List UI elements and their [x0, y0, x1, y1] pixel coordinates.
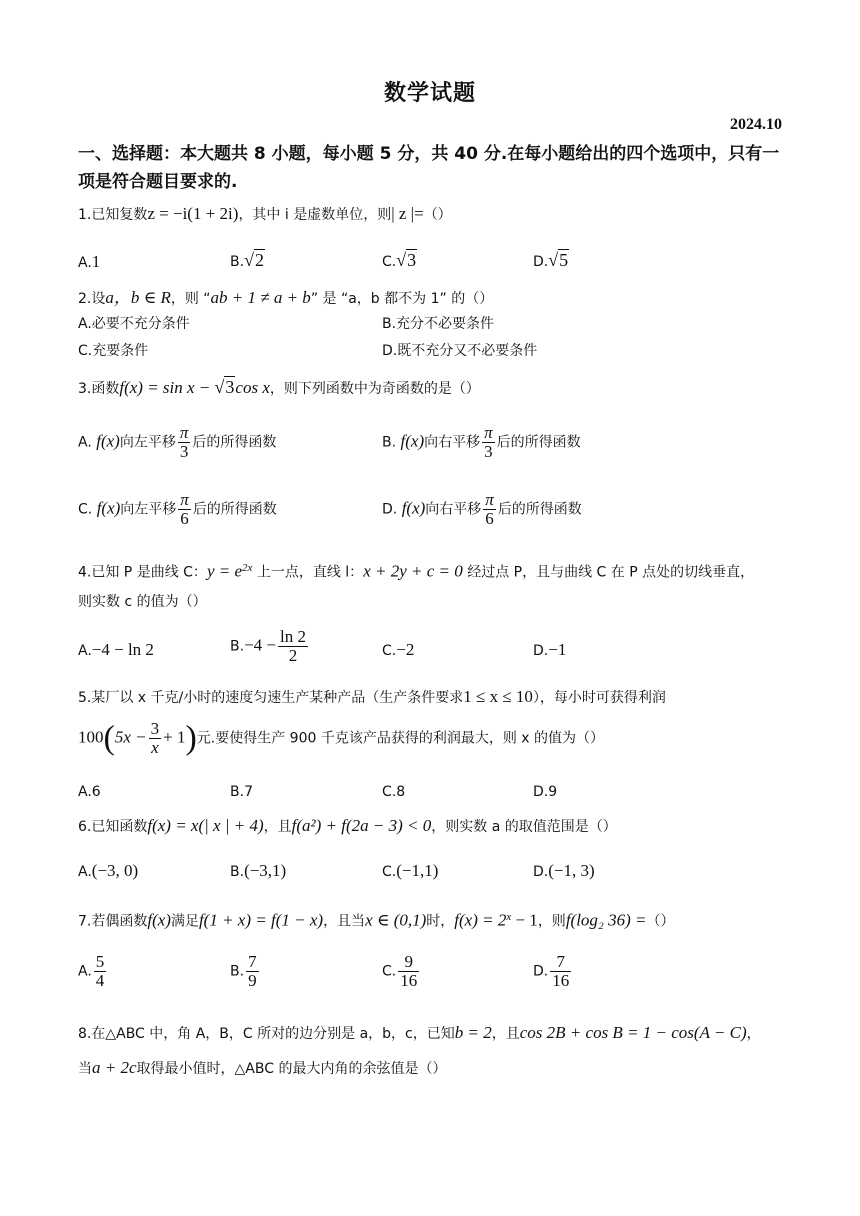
question-3: 3.函数f(x) = sin x − √3cos x，则下列函数中为奇函数的是（）: [78, 377, 480, 397]
q3-option-d[interactable]: D. f(x)向右平移 $\frac{\pi}{6}$ 后的所得函数: [382, 490, 582, 528]
q5-option-b[interactable]: B.7: [230, 784, 253, 800]
question-8-line2: 当a + 2c取得最小值时，△ABC 的最大内角的余弦值是（）: [78, 1058, 447, 1077]
q7-option-c[interactable]: C. $\frac{9}{16}$: [382, 952, 418, 990]
q1-option-c[interactable]: C.√3: [382, 250, 417, 270]
q1-option-a[interactable]: A.1: [78, 252, 101, 271]
q2-option-a[interactable]: A.必要不充分条件: [78, 316, 190, 332]
q7-option-a[interactable]: A. $\frac{5}{4}$: [78, 952, 105, 990]
q6-option-a[interactable]: A.(−3, 0): [78, 861, 139, 880]
q3-option-b[interactable]: B. f(x)向右平移 $\frac{\pi}{3}$ 后的所得函数: [382, 423, 581, 461]
q6-option-d[interactable]: D.(−1, 3): [533, 861, 595, 880]
q4-option-a[interactable]: A.−4 − ln 2: [78, 640, 154, 659]
exam-date: 2024.10: [730, 116, 782, 133]
q3-option-c[interactable]: C. f(x)向左平移 $\frac{\pi}{6}$ 后的所得函数: [78, 490, 277, 528]
q2-option-d[interactable]: D.既不充分又不必要条件: [382, 343, 538, 359]
q6-option-b[interactable]: B.(−3,1): [230, 861, 287, 880]
q5-option-c[interactable]: C.8: [382, 784, 406, 800]
q7-option-b[interactable]: B. $\frac{7}{9}$: [230, 952, 257, 990]
q5-option-d[interactable]: D.9: [533, 784, 558, 800]
q7-option-d[interactable]: D. $\frac{7}{16}$: [533, 952, 570, 990]
q1-option-d[interactable]: D.√5: [533, 250, 569, 270]
question-2: 2.设a，b ∈ R，则 “ab + 1 ≠ a + b” 是 “a，b 都不为 1” 的（）: [78, 288, 494, 307]
q2-option-b[interactable]: B.充分不必要条件: [382, 316, 495, 332]
question-7: 7.若偶函数f(x)满足f(1 + x) = f(1 − x)，且当x ∈ (0,1)时，$f(x) = 2^x - 1$，则f(log₂ 36) =（）: [78, 910, 675, 930]
question-6: 6.已知函数f(x) = x(| x | + 4)，且f(a²) + f(2a − 3) < 0，则实数 a 的取值范围是（）: [78, 816, 617, 835]
q1-option-b[interactable]: B.√2: [230, 250, 264, 270]
question-5-line2: 100(5x − $\frac{3}{x}$ + 1)元.要使得生产 900 千克该产品获得的利润最大，则 x 的值为（）: [78, 719, 605, 757]
question-4-line2: 则实数 c 的值为（）: [78, 594, 207, 610]
q3-option-a[interactable]: A. f(x)向左平移 $\frac{\pi}{3}$ 后的所得函数: [78, 423, 277, 461]
q4-option-d[interactable]: D.−1: [533, 640, 567, 659]
section-heading: 一、选择题：本大题共 8 小题，每小题 5 分，共 40 分.在每小题给出的四个选项中，只有一项是符合题目要求的.: [78, 144, 780, 192]
q4-option-b[interactable]: B.−4 − $\frac{\ln 2}{2}$: [230, 627, 306, 665]
question-8: 8.在△ABC 中，角 A，B，C 所对的边分别是 a，b，c，已知b = 2，且cos 2B + cos B = 1 − cos(A − C)，: [78, 1023, 761, 1042]
question-5: 5.某厂以 x 千克/小时的速度匀速生产某种产品（生产条件要求1 ≤ x ≤ 10），每小时可获得利润: [78, 687, 666, 706]
q5-option-a[interactable]: A.6: [78, 784, 101, 800]
q4-option-c[interactable]: C.−2: [382, 640, 415, 659]
q2-option-c[interactable]: C.充要条件: [78, 343, 149, 359]
page-title: 数学试题: [383, 81, 476, 106]
q6-option-c[interactable]: C.(−1,1): [382, 861, 439, 880]
question-4: 4.已知 P 是曲线 C：$y = e^{2x}$ 上一点，直线 l：x + 2y + c = 0 经过点 P，且与曲线 C 在 P 点处的切线垂直，: [78, 561, 755, 581]
question-1: 1.已知复数z = −i(1 + 2i)，其中 i 是虚数单位，则| z |=（）: [78, 204, 452, 223]
